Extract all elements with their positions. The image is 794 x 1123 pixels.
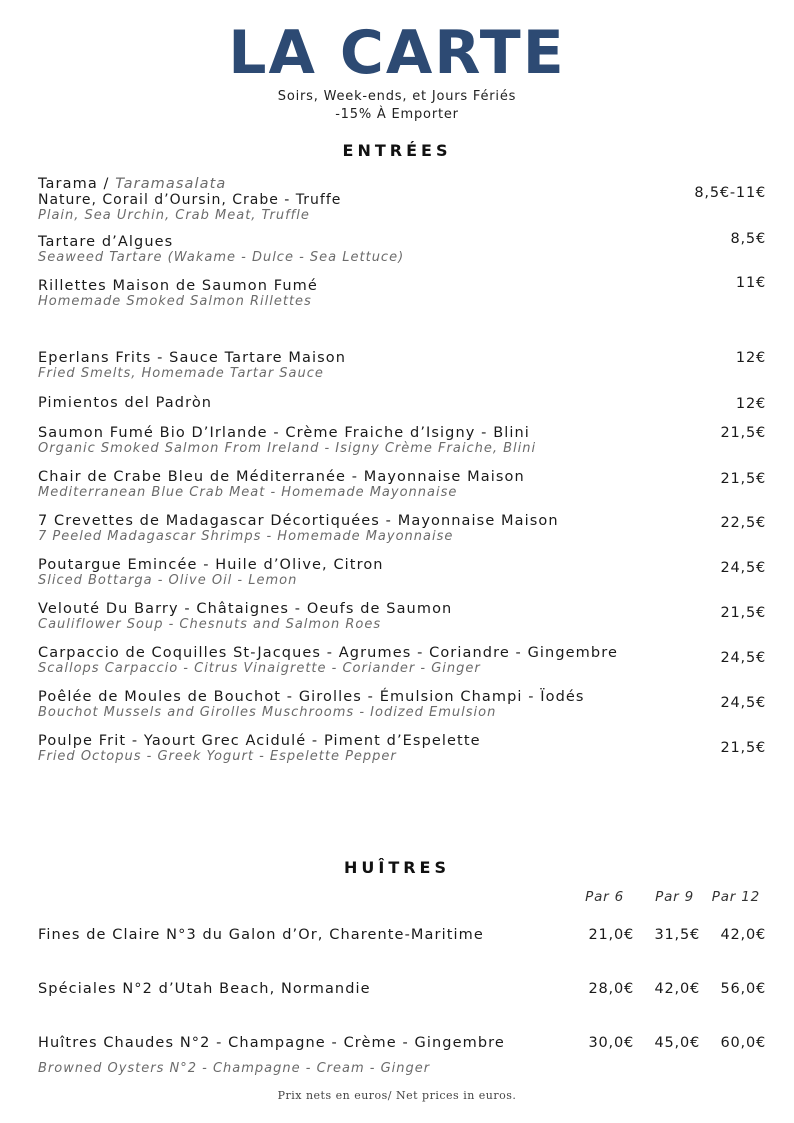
column-header-par-6: Par 6 <box>585 889 624 905</box>
oyster-item <box>38 981 766 997</box>
menu-title: LA CARTE <box>228 18 566 88</box>
oyster-price-par-12: 56,0€ <box>720 981 766 997</box>
item-translation: Cauliflower Soup - Chesnuts and Salmon Roes <box>38 617 382 632</box>
menu-item <box>38 176 766 223</box>
oyster-translation: Browned Oysters N°2 - Champagne - Cream - Ginger <box>38 1061 431 1076</box>
oyster-price-par-9: 42,0€ <box>654 981 700 997</box>
item-price: 24,5€ <box>720 560 766 576</box>
oyster-price-par-9: 31,5€ <box>654 927 700 943</box>
section-title-entrees: ENTRÉES <box>342 141 452 160</box>
item-price: 8,5€ <box>730 231 766 247</box>
item-translation: Organic Smoked Salmon From Ireland - Isigny Crème Fraiche, Blini <box>38 441 537 456</box>
item-translation: Homemade Smoked Salmon Rillettes <box>38 294 312 309</box>
oyster-item <box>38 927 766 943</box>
footer-note: Prix nets en euros/ Net prices in euros. <box>277 1089 517 1102</box>
item-name: Rillettes Maison de Saumon Fumé <box>38 278 318 294</box>
menu-item <box>38 645 766 676</box>
item-translation: Mediterranean Blue Crab Meat - Homemade Mayonnaise <box>38 485 458 500</box>
item-alt-name: Taramasalata <box>115 176 227 192</box>
menu-item <box>38 425 766 456</box>
item-price: 21,5€ <box>720 740 766 756</box>
item-price: 12€ <box>735 396 766 412</box>
oyster-price-par-12: 42,0€ <box>720 927 766 943</box>
item-name: Poêlée de Moules de Bouchot - Girolles - Émulsion Champi - Ïodés <box>38 689 585 705</box>
item-price: 24,5€ <box>720 650 766 666</box>
oyster-name: Fines de Claire N°3 du Galon d’Or, Charente-Maritime <box>38 927 484 943</box>
menu-item <box>38 395 766 411</box>
menu-item <box>38 231 766 265</box>
column-header-par-12: Par 12 <box>711 889 760 905</box>
menu-item <box>38 733 766 764</box>
item-name: Poulpe Frit - Yaourt Grec Acidulé - Piment d’Espelette <box>38 733 481 749</box>
item-name: Pimientos del Padròn <box>38 395 213 411</box>
oyster-name: Huîtres Chaudes N°2 - Champagne - Crème - Gingembre <box>38 1035 505 1051</box>
menu-item <box>38 513 766 544</box>
column-header-par-9: Par 9 <box>655 889 694 905</box>
menu-item <box>38 275 766 309</box>
oyster-price-par-6: 30,0€ <box>588 1035 634 1051</box>
oyster-price-par-6: 28,0€ <box>588 981 634 997</box>
oyster-item <box>38 1035 766 1076</box>
menu-item <box>38 557 766 588</box>
item-name: 7 Crevettes de Madagascar Décortiquées - Mayonnaise Maison <box>38 513 559 529</box>
item-name: Eperlans Frits - Sauce Tartare Maison <box>38 350 347 366</box>
menu-item <box>38 350 766 381</box>
oyster-price-par-6: 21,0€ <box>588 927 634 943</box>
oyster-name: Spéciales N°2 d’Utah Beach, Normandie <box>38 981 371 997</box>
item-translation: Fried Octopus - Greek Yogurt - Espelette Pepper <box>38 749 397 764</box>
item-translation: Bouchot Mussels and Girolles Muschrooms - Iodized Emulsion <box>38 705 497 720</box>
item-name: Tartare d’Algues <box>38 234 174 250</box>
item-price: 21,5€ <box>720 605 766 621</box>
item-variants: Nature, Corail d’Oursin, Crabe - Truffe <box>38 192 342 208</box>
menu-item <box>38 601 766 632</box>
item-price: 11€ <box>735 275 766 291</box>
item-name: Chair de Crabe Bleu de Méditerranée - Mayonnaise Maison <box>38 469 525 485</box>
menu-item <box>38 469 766 500</box>
item-price: 12€ <box>735 350 766 366</box>
menu-item <box>38 689 766 720</box>
item-name: Carpaccio de Coquilles St-Jacques - Agrumes - Coriandre - Gingembre <box>38 645 618 661</box>
item-translation: Sliced Bottarga - Olive Oil - Lemon <box>38 573 298 588</box>
item-price: 21,5€ <box>720 471 766 487</box>
item-name: Velouté Du Barry - Châtaignes - Oeufs de Saumon <box>38 601 453 617</box>
item-price: 8,5€-11€ <box>694 185 766 201</box>
item-translation: Fried Smelts, Homemade Tartar Sauce <box>38 366 324 381</box>
item-price: 22,5€ <box>720 515 766 531</box>
item-translation: 7 Peeled Madagascar Shrimps - Homemade Mayonnaise <box>38 529 454 544</box>
subtitle-takeaway: -15% À Emporter <box>335 107 459 122</box>
item-name: Poutargue Emincée - Huile d’Olive, Citron <box>38 557 384 573</box>
item-translation: Scallops Carpaccio - Citrus Vinaigrette - Coriander - Ginger <box>38 661 481 676</box>
subtitle-hours: Soirs, Week-ends, et Jours Fériés <box>277 89 517 104</box>
oyster-price-par-9: 45,0€ <box>654 1035 700 1051</box>
item-translation: Seaweed Tartare (Wakame - Dulce - Sea Lettuce) <box>38 250 405 265</box>
item-price: 21,5€ <box>720 425 766 441</box>
section-title-huitres: HUÎTRES <box>343 858 451 877</box>
oyster-price-par-12: 60,0€ <box>720 1035 766 1051</box>
item-translation: Plain, Sea Urchin, Crab Meat, Truffle <box>38 208 310 223</box>
item-price: 24,5€ <box>720 695 766 711</box>
item-name: Tarama / <box>38 176 116 192</box>
item-name: Saumon Fumé Bio D’Irlande - Crème Fraiche d’Isigny - Blini <box>38 425 530 441</box>
